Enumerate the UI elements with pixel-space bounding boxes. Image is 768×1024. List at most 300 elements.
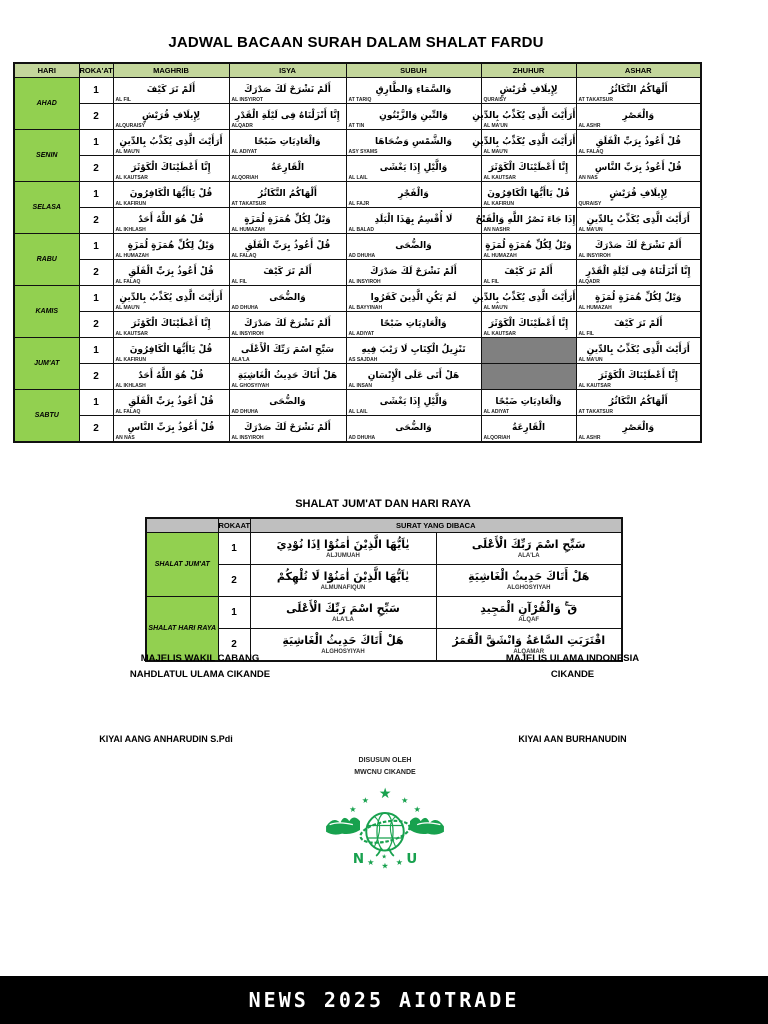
jumat-section-title: SHALAT JUM'AT DAN HARI RAYA <box>295 498 471 510</box>
surah-label: AS SAJDAH <box>348 357 378 363</box>
surah-cell <box>346 260 481 286</box>
surah-label: AL FALAQ <box>115 409 141 415</box>
rakaat-cell: 1 <box>79 338 113 364</box>
surah-cell <box>229 286 346 312</box>
surah-arabic: أَلْهَاكُمُ التَّكَاثُرُ <box>258 189 317 199</box>
surah-cell <box>436 533 622 565</box>
surah-label: AL INSYIROH <box>578 253 611 259</box>
surah-label: AL INSAN <box>348 383 373 389</box>
surah-arabic: قُلْ أَعُوذُ بِرَبِّ الْفَلَقِ <box>244 241 331 251</box>
surah-arabic: وَالْعَادِيَاتِ ضَبْحًا <box>495 397 562 407</box>
surah-cell <box>481 78 576 104</box>
compiled-line1: DISUSUN OLEH <box>358 757 412 764</box>
surah-arabic: أَلْهَاكُمُ التَّكَاثُرُ <box>608 397 668 407</box>
table-row <box>146 597 622 629</box>
star-icon: ★ <box>395 857 403 867</box>
compiled-line2: MWCNU CIKANDE <box>354 769 416 776</box>
rakaat-cell: 1 <box>79 78 113 104</box>
surah-arabic: لِإِيلَافِ قُرَيْشٍ <box>609 189 668 199</box>
surah-arabic: وَالْعَصْرِ <box>622 111 655 121</box>
surah-label: AL FIL <box>578 331 594 337</box>
surah-label: AL KAFIRUN <box>115 357 146 363</box>
surah-label: AL FALAQ <box>115 279 141 285</box>
surah-label: ALQORIAH <box>483 435 511 441</box>
surah-label: AL BALAD <box>348 227 374 233</box>
surah-arabic: قُلْ أَعُوذُ بِرَبِّ النَّاسِ <box>127 423 215 433</box>
surah-label: AL FALAQ <box>578 149 604 155</box>
surah-label: ALGHOSYIYAH <box>321 648 365 655</box>
surah-label: AL INSYIROH <box>231 435 264 441</box>
col-header-zhuhur: ZHUHUR <box>481 63 576 78</box>
surah-arabic: سَبِّحِ اسْمَ رَبِّكَ الْأَعْلَى <box>471 537 586 551</box>
surah-arabic: إِنَّا أَعْطَيْنَاكَ الْكَوْثَرَ <box>131 319 211 329</box>
surah-arabic: وَالضُّحَى <box>395 423 432 433</box>
rakaat-cell: 2 <box>79 104 113 130</box>
surah-cell <box>576 312 701 338</box>
surah-arabic: أَرَأَيْتَ الَّذِى يُكَذِّبُ بِالدِّينِ <box>586 215 690 225</box>
surah-cell <box>346 104 481 130</box>
table-row <box>14 416 701 443</box>
surah-label: AL HUMAZAH <box>231 227 265 233</box>
surah-cell <box>576 234 701 260</box>
surah-cell <box>346 208 481 234</box>
surah-label: AL MAU'N <box>115 149 140 155</box>
rakaat-cell: 1 <box>218 597 250 629</box>
surah-cell <box>346 416 481 443</box>
surah-arabic: قُلْ يَاأَيُّهَا الْكَافِرُونَ <box>129 189 213 199</box>
surah-cell <box>250 597 436 629</box>
table-row <box>14 312 701 338</box>
surah-cell <box>113 78 229 104</box>
surah-label: AL HUMAZAH <box>578 305 612 311</box>
jumat-header-rokaat: ROKAAT <box>218 518 250 533</box>
surah-arabic: وَالَّيْلِ إِذَا يَغْشَى <box>379 163 448 173</box>
surah-arabic: أَلَمْ نَشْرَحْ لَكَ صَدْرَكَ <box>244 423 331 433</box>
surah-cell <box>229 182 346 208</box>
surah-cell <box>113 260 229 286</box>
surah-arabic: وَالْعَصْرِ <box>622 423 655 433</box>
surah-cell <box>576 78 701 104</box>
surah-label: ALMUNAFIQUN <box>320 584 366 591</box>
surah-label: AL MAU'N <box>483 305 508 311</box>
surah-arabic: أَلَمْ تَرَ كَيْفَ <box>614 319 663 329</box>
surah-label: AL MA'UN <box>578 357 603 363</box>
surah-arabic: وَيْلٌ لِكُلِّ هُمَزَةٍ لُمَزَةٍ <box>127 241 215 251</box>
surah-arabic: هَلْ أَتَاكَ حَدِيثُ الْغَاشِيَةِ <box>282 633 404 647</box>
day-cell: SENIN <box>14 130 79 182</box>
surah-arabic: وَالْفَجْرِ <box>398 189 429 199</box>
surah-arabic: قُلْ أَعُوذُ بِرَبِّ الْفَلَقِ <box>128 397 214 407</box>
surah-arabic: قٓ ۚ وَالْقُرْآنِ الْمَجِيدِ <box>480 601 578 615</box>
surah-cell <box>576 390 701 416</box>
surah-cell <box>229 338 346 364</box>
surah-cell <box>481 156 576 182</box>
surah-arabic: تَنْزِيلُ الْكِتَابِ لَا رَيْبَ فِيهِ <box>361 345 466 355</box>
surah-arabic: قُلْ أَعُوذُ بِرَبِّ الْفَلَقِ <box>595 137 682 147</box>
surah-arabic: سَبِّحِ اسْمَ رَبِّكَ الْأَعْلَى <box>286 601 400 615</box>
surah-label: AL MA'UN <box>483 123 508 129</box>
surah-cell <box>576 416 701 443</box>
surah-label: AL MA'UN <box>578 227 603 233</box>
surah-label: AL FAJR <box>348 201 370 207</box>
surah-arabic: وَالتِّينِ وَالزَّيْتُونِ <box>379 111 448 121</box>
surah-arabic: أَرَأَيْتَ الَّذِى يُكَذِّبُ بِالدِّينِ <box>586 345 690 355</box>
surah-arabic: أَرَأَيْتَ الَّذِى يُكَذِّبُ بِالدِّينِ <box>119 293 223 303</box>
surah-cell <box>229 156 346 182</box>
surah-label: AL MAU'N <box>115 305 140 311</box>
star-icon: ★ <box>381 853 388 861</box>
surah-cell <box>576 286 701 312</box>
compiled-by <box>309 755 461 779</box>
table-row <box>14 286 701 312</box>
surah-cell <box>113 364 229 390</box>
surah-arabic: لَمْ يَكُنِ الَّذِينَ كَفَرُوا <box>370 293 457 303</box>
surah-label: AL FIL <box>115 97 131 103</box>
rakaat-cell: 2 <box>79 260 113 286</box>
surah-label: AD DHUHA <box>231 305 259 311</box>
surah-label: AL KAUTSAR <box>483 331 516 337</box>
rakaat-cell: 1 <box>79 234 113 260</box>
rakaat-cell: 1 <box>79 286 113 312</box>
surah-arabic: أَلَمْ نَشْرَحْ لَكَ صَدْرَكَ <box>594 241 682 251</box>
surah-arabic: اقْتَرَبَتِ السَّاعَةُ وَانْشَقَّ الْقَمَرُ <box>452 633 606 647</box>
surah-label: AL ADIYAT <box>231 149 258 155</box>
surah-label: AL FIL <box>483 279 499 285</box>
surah-cell <box>250 565 436 597</box>
surah-cell <box>229 364 346 390</box>
col-header-maghrib: MAGHRIB <box>113 63 229 78</box>
surah-cell <box>576 156 701 182</box>
main-table <box>13 62 702 443</box>
surah-arabic: يٰاَيُّهَا الَّذِيْنَ اٰمَنُوْا لَا تُلْهِكُمْ <box>276 569 410 583</box>
surah-cell <box>472 286 576 312</box>
surah-label: AL IKHLASH <box>115 383 146 389</box>
col-header-subuh: SUBUH <box>346 63 481 78</box>
surah-cell <box>436 565 622 597</box>
surah-label: AL KAUTSAR <box>115 175 148 181</box>
surah-arabic: قُلْ يَاأَيُّهَا الْكَافِرُونَ <box>129 345 213 355</box>
surah-label: AN NASHR <box>483 227 510 233</box>
surah-cell <box>472 130 576 156</box>
jumat-table-header-row <box>146 518 622 533</box>
surah-label: AL FIL <box>231 279 247 285</box>
surah-arabic: لَا أُقْسِمُ بِهَذَا الْبَلَدِ <box>374 215 453 225</box>
signature-left: KIYAI AANG ANHARUDIN S.Pdi <box>99 734 233 744</box>
star-icon: ★ <box>367 857 375 867</box>
surah-label: AL KAUTSAR <box>483 175 516 181</box>
surah-cell <box>576 182 701 208</box>
surah-arabic: وَالضُّحَى <box>269 293 306 303</box>
star-icon: ★ <box>349 805 357 815</box>
surah-label: AL HUMAZAH <box>483 253 517 259</box>
surah-label: ASY SYAMS <box>348 149 378 155</box>
surah-label: AL MAU'N <box>483 149 508 155</box>
surah-label: AD DHUHA <box>231 409 259 415</box>
surah-label: ALGHOSYIYAH <box>507 584 551 591</box>
bottom-bar <box>0 976 768 1024</box>
surah-cell <box>113 104 229 130</box>
surah-arabic: وَيْلٌ لِكُلِّ هُمَزَةٍ لُمَزَةٍ <box>485 241 572 251</box>
surah-arabic: أَلَمْ تَرَ كَيْفَ <box>146 85 196 95</box>
star-icon: ★ <box>378 785 392 802</box>
surah-label: AL KAFIRUN <box>483 201 514 207</box>
surah-cell <box>113 390 229 416</box>
surah-label: ALJUMUAH <box>326 552 360 559</box>
surah-cell <box>576 104 701 130</box>
surah-cell <box>250 533 436 565</box>
star-icon: ★ <box>361 796 369 806</box>
star-icon: ★ <box>401 796 409 806</box>
surah-label: AL ADIYAT <box>483 409 510 415</box>
surah-label: AL ADIYAT <box>348 331 375 337</box>
table-row <box>14 78 701 104</box>
org-block-left <box>95 651 305 683</box>
surah-arabic: وَالْعَادِيَاتِ ضَبْحًا <box>380 319 447 329</box>
surah-arabic: أَرَأَيْتَ الَّذِى يُكَذِّبُ بِالدِّينِ <box>119 137 223 147</box>
surah-arabic: وَالضُّحَى <box>395 241 432 251</box>
surah-cell <box>113 286 229 312</box>
jumat-header-surat: SURAT YANG DIBACA <box>250 518 622 533</box>
logo-letter-u: U <box>406 852 418 868</box>
surah-label: AL FALAQ <box>231 253 257 259</box>
surah-cell <box>229 416 346 443</box>
org-block-right <box>465 651 680 683</box>
table-row <box>14 156 701 182</box>
surah-cell <box>346 182 481 208</box>
surah-cell <box>346 286 481 312</box>
surah-arabic: الْقَارِعَةُ <box>270 163 305 173</box>
surah-cell <box>229 260 346 286</box>
surah-arabic: يٰاَيُّهَا الَّذِيْنَ اٰمَنُوْا اِذَا نُوْدِيَ <box>276 537 410 551</box>
surah-cell <box>229 78 346 104</box>
signature-right: KIYAI AAN BURHANUDIN <box>518 734 627 744</box>
org-right-line2: CIKANDE <box>550 669 595 680</box>
jumat-header-blank <box>146 518 218 533</box>
surah-label: QURAISY <box>578 201 602 207</box>
surah-label: AT TAKATSUR <box>578 409 613 415</box>
surah-cell <box>113 208 229 234</box>
surah-label: AL INSYIROH <box>231 331 264 337</box>
surah-arabic: إِنَّا أَنْزَلْنَاهُ فِى لَيْلَةِ الْقَدْرِ <box>235 111 340 121</box>
surah-arabic: إِذَا جَاءَ نَصْرُ اللَّهِ وَالْفَتْحُ <box>475 215 576 225</box>
surah-label: AT TAKATSUR <box>578 97 613 103</box>
nu-logo <box>322 780 448 880</box>
surah-cell <box>346 390 481 416</box>
surah-arabic: لِإِيلَافِ قُرَيْشٍ <box>141 111 201 121</box>
surah-cell <box>113 182 229 208</box>
surah-label: AN NAS <box>578 175 598 181</box>
surah-cell <box>481 234 576 260</box>
surah-cell <box>113 156 229 182</box>
surah-label: AD DHUHA <box>348 253 376 259</box>
surah-label: ALQORIAH <box>231 175 259 181</box>
surah-cell <box>113 130 229 156</box>
star-icon: ★ <box>381 861 389 871</box>
col-header-ashar: ASHAR <box>576 63 701 78</box>
surah-arabic: وَالَّيْلِ إِذَا يَغْشَى <box>379 397 448 407</box>
org-left-line2: NAHDLATUL ULAMA CIKANDE <box>129 669 271 680</box>
jumat-table-wrap <box>145 517 623 662</box>
surah-label: ALQURAISY <box>115 123 145 129</box>
surah-arabic: وَيْلٌ لِكُلِّ هُمَزَةٍ لُمَزَةٍ <box>244 215 331 225</box>
table-row <box>146 565 622 597</box>
surah-arabic: وَيْلٌ لِكُلِّ هُمَزَةٍ لُمَزَةٍ <box>594 293 682 303</box>
surah-arabic: أَلَمْ تَرَ كَيْفَ <box>504 267 553 277</box>
surah-cell <box>481 390 576 416</box>
surah-cell <box>576 260 701 286</box>
rakaat-cell: 1 <box>79 390 113 416</box>
rakaat-cell: 2 <box>218 629 250 662</box>
surah-cell <box>229 390 346 416</box>
surah-arabic: الْقَارِعَةُ <box>511 423 546 433</box>
surah-arabic: إِنَّا أَنْزَلْنَاهُ فِى لَيْلَةِ الْقَدْرِ <box>585 267 691 277</box>
surah-arabic: هَلْ أَتَاكَ حَدِيثُ الْغَاشِيَةِ <box>468 569 590 583</box>
rakaat-cell: 2 <box>79 416 113 443</box>
surah-arabic: وَالسَّمَاءِ وَالطَّارِقِ <box>375 85 452 95</box>
surah-label: AL KAUTSAR <box>578 383 611 389</box>
surah-label: AL KAFIRUN <box>115 201 146 207</box>
surah-cell <box>346 156 481 182</box>
surah-label: AL ASHR <box>578 123 601 129</box>
surah-label: AT TIN <box>348 123 365 129</box>
blocked-cell <box>481 364 576 390</box>
col-header-isya: ISYA <box>229 63 346 78</box>
rakaat-cell: 2 <box>218 565 250 597</box>
day-cell: SELASA <box>14 182 79 234</box>
surah-cell <box>229 104 346 130</box>
surah-arabic: إِنَّا أَعْطَيْنَاكَ الْكَوْثَرَ <box>488 319 569 329</box>
surah-cell <box>229 130 346 156</box>
group-label-cell: SHALAT HARI RAYA <box>146 597 218 662</box>
surah-arabic: أَلَمْ نَشْرَحْ لَكَ صَدْرَكَ <box>244 85 331 95</box>
surah-arabic: قُلْ أَعُوذُ بِرَبِّ النَّاسِ <box>594 163 682 173</box>
table-row <box>14 208 701 234</box>
surah-cell <box>229 312 346 338</box>
rakaat-cell: 2 <box>79 156 113 182</box>
day-cell: JUM'AT <box>14 338 79 390</box>
surah-arabic: هَلْ أَتَاكَ حَدِيثُ الْغَاشِيَةِ <box>237 371 338 381</box>
blocked-cell <box>481 338 576 364</box>
surah-label: ALQAF <box>518 616 540 623</box>
surah-arabic: قُلْ هُوَ اللَّهُ أَحَدٌ <box>138 371 204 381</box>
surah-arabic: إِنَّا أَعْطَيْنَاكَ الْكَوْثَرَ <box>598 371 678 381</box>
day-cell: KAMIS <box>14 286 79 338</box>
surah-cell <box>229 208 346 234</box>
rakaat-cell: 2 <box>79 312 113 338</box>
star-icon: ★ <box>413 805 421 815</box>
surah-arabic: وَالشَّمْسِ وَضُحَاهَا <box>375 137 452 147</box>
surah-arabic: أَرَأَيْتَ الَّذِى يُكَذِّبُ بِالدِّينِ <box>472 293 576 303</box>
surah-label: AL HUMAZAH <box>115 253 149 259</box>
table-row <box>14 364 701 390</box>
surah-arabic: أَلَمْ نَشْرَحْ لَكَ صَدْرَكَ <box>370 267 457 277</box>
surah-label: AL LAIL <box>348 409 368 415</box>
surah-arabic: قُلْ أَعُوذُ بِرَبِّ الْفَلَقِ <box>128 267 214 277</box>
surah-label: AL ASHR <box>578 435 601 441</box>
jumat-table <box>145 517 623 662</box>
surah-cell <box>475 208 576 234</box>
day-cell: SABTU <box>14 390 79 443</box>
surah-label: AL IKHLASH <box>115 227 146 233</box>
surah-cell <box>576 208 701 234</box>
table-row <box>14 130 701 156</box>
surah-cell <box>346 234 481 260</box>
rakaat-cell: 1 <box>79 130 113 156</box>
rakaat-cell: 2 <box>79 208 113 234</box>
surah-cell <box>472 104 576 130</box>
day-cell: RABU <box>14 234 79 286</box>
rakaat-cell: 2 <box>79 364 113 390</box>
surah-label: QURAISY <box>483 97 507 103</box>
surah-label: AL KAUTSAR <box>115 331 148 337</box>
surah-cell <box>346 78 481 104</box>
surah-label: AL LAIL <box>348 175 368 181</box>
surah-arabic: وَالْعَادِيَاتِ ضَبْحًا <box>254 137 321 147</box>
surah-arabic: قُلْ هُوَ اللَّهُ أَحَدٌ <box>138 215 204 225</box>
surah-arabic: أَلْهَاكُمُ التَّكَاثُرُ <box>608 85 668 95</box>
surah-cell <box>436 597 622 629</box>
surah-cell <box>576 364 701 390</box>
surah-cell <box>481 260 576 286</box>
surah-arabic: سَبِّحِ اسْمَ رَبِّكَ الْأَعْلَى <box>240 345 335 355</box>
surah-label: ALQADR <box>231 123 253 129</box>
surah-label: AT TAKATSUR <box>231 201 266 207</box>
group-label-cell: SHALAT JUM'AT <box>146 533 218 597</box>
table-row <box>14 182 701 208</box>
surah-label: ALQADR <box>578 279 600 285</box>
page-title: JADWAL BACAAN SURAH DALAM SHALAT FARDU <box>168 34 544 51</box>
surah-cell <box>576 338 701 364</box>
surah-cell <box>229 234 346 260</box>
surah-cell <box>113 338 229 364</box>
surah-cell <box>481 416 576 443</box>
surah-label: AL INSYIROT <box>231 97 264 103</box>
surah-arabic: أَلَمْ نَشْرَحْ لَكَ صَدْرَكَ <box>244 319 331 329</box>
main-table-header-row <box>14 63 701 78</box>
rakaat-cell: 1 <box>218 533 250 565</box>
surah-label: ALA'LA <box>517 552 540 559</box>
surah-label: AN NAS <box>115 435 135 441</box>
col-header-hari: HARI <box>14 63 79 78</box>
surah-cell <box>481 312 576 338</box>
surah-cell <box>113 312 229 338</box>
surah-label: AT TARIQ <box>348 97 372 103</box>
surah-arabic: أَرَأَيْتَ الَّذِى يُكَذِّبُ بِالدِّينِ <box>472 137 576 147</box>
table-row <box>14 234 701 260</box>
surah-label: ALA'LA <box>231 357 250 363</box>
surah-arabic: أَرَأَيْتَ الَّذِى يُكَذِّبُ بِالدِّينِ <box>472 111 576 121</box>
org-left-line1: MAJELIS WAKIL CABANG <box>140 653 260 664</box>
col-header-rokaat: ROKA'AT <box>79 63 113 78</box>
surah-arabic: لِإِيلَافِ قُرَيْشٍ <box>499 85 558 95</box>
org-right-line1: MAJELIS ULAMA INDONESIA <box>505 653 640 664</box>
table-row <box>146 533 622 565</box>
surah-cell <box>113 416 229 443</box>
surah-cell <box>346 312 481 338</box>
surah-arabic: قُلْ يَاأَيُّهَا الْكَافِرُونَ <box>487 189 570 199</box>
surah-cell <box>481 182 576 208</box>
surah-arabic: وَالضُّحَى <box>269 397 306 407</box>
surah-cell <box>346 338 481 364</box>
surah-arabic: هَلْ أَتَى عَلَى الْإِنْسَانِ <box>367 371 460 381</box>
main-table-wrap <box>13 62 702 443</box>
table-row <box>14 260 701 286</box>
surah-arabic: إِنَّا أَعْطَيْنَاكَ الْكَوْثَرَ <box>131 163 211 173</box>
surah-cell <box>113 234 229 260</box>
logo-letter-n: N <box>352 852 365 868</box>
table-row <box>14 104 701 130</box>
surah-label: ALQAMAR <box>513 648 545 655</box>
